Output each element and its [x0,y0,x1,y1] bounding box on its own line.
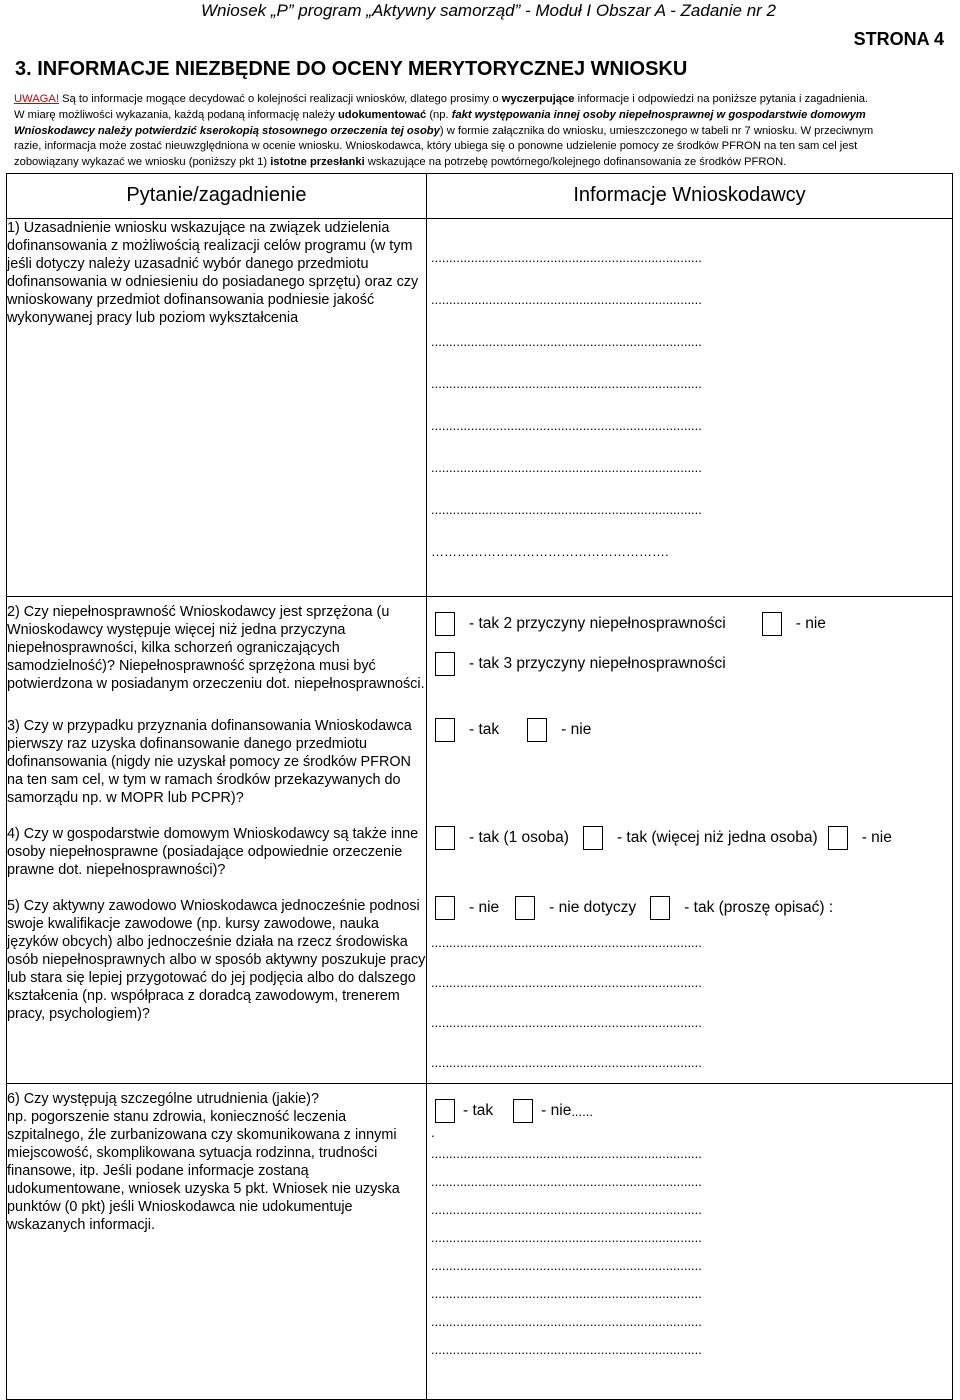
answer-line[interactable]: ........................................................................... [431,502,702,517]
question-1 [7,219,427,597]
intro-bold: istotne przesłanki [270,156,365,169]
answer-line[interactable]: . [431,1126,435,1140]
answer-1[interactable] [427,219,953,597]
option-label: - tak 2 przyczyny niepełnosprawności [469,615,726,632]
section-title: 3. INFORMACJE NIEZBĘDNE DO OCENY MERYTORYCZNEJ WNIOSKU [15,58,688,80]
intro-text: (np. [426,108,452,121]
intro-bold-italic: Wnioskodawcy należy potwierdzić kserokopią stosownego orzeczenia tej osoby [14,124,440,137]
intro-bold-italic: fakt występowania innej osoby niepełnosprawnej w gospodarstwie domowym [451,108,866,121]
option-label: - nie [541,1102,572,1119]
answer-line[interactable]: ........................................................................... [431,460,702,475]
checkbox-a5-nie-dotyczy[interactable] [515,896,535,920]
answer-6 [427,1084,953,1400]
checkbox-a5-nie[interactable] [435,896,455,920]
answer-line[interactable]: ........................................................................... [431,1055,702,1070]
intro-text: zobowiązany wykazać we wniosku (poniższy pkt 1) [14,156,271,169]
question-4-text: 4) Czy w gospodarstwie domowym Wnioskodawcy są także inne osoby niepełnosprawne (posiadające odpowiednie orzeczenie prawne dot. niepełnosprawności)? [7,826,419,878]
answer-3-row [435,715,952,745]
option-label: - nie [469,899,500,916]
answer-line[interactable]: ........................................................................... [431,418,702,433]
checkbox-a4-nie[interactable] [828,826,848,850]
option-label: - tak [463,1102,494,1119]
answer-4-row [435,823,952,853]
checkbox-a3-tak[interactable] [435,718,455,742]
questions-table [6,173,953,1400]
intro-text: ) w formie załącznika do wniosku, umieszczonego w tabeli nr 7 wniosku. W przeciwnym [439,124,874,137]
option-label: - tak (proszę opisać) : [684,899,834,916]
answer-line[interactable]: ........................................................................... [431,1174,702,1189]
intro-text: Są to informacje mogące decydować o kolejności realizacji wniosków, dlatego prosimy o [58,93,502,105]
answer-line[interactable]: ........................................................................... [431,1230,702,1245]
answer-line[interactable]: ........................................................................... [431,975,702,990]
answer-line[interactable]: ………………………………………………. [431,544,669,559]
checkbox-a2-tak3[interactable] [435,652,455,676]
answer-line[interactable]: ........................................................................... [431,1342,702,1357]
answer-line[interactable]: ........................................................................... [431,334,702,349]
answer-2-row-1 [435,609,952,639]
answer-line[interactable]: ........................................................................... [431,1286,702,1301]
checkbox-a5-tak[interactable] [650,896,670,920]
intro-text: W miarę możliwości wykazania, każdą podaną informację należy [14,108,338,121]
answer-6-row [435,1096,952,1126]
question-1-text: 1) Uzasadnienie wniosku wskazujące na związek udzielenia dofinansowania z możliwością realizacji celów programu (w tym jeśli dotyczy należy uzasadnić wybór danego przedmiotu dofinansowania w odniesieniu do posiadanego sprzętu) oraz czy wnioskowany przedmiot dofinansowania podniesie jakość wykonywanej pracy lub poziom wykształcenia [7,220,419,326]
question-3-text: 3) Czy w przypadku przyznania dofinansowania Wnioskodawca pierwszy raz uzyska dofinansowanie danego przedmiotu dofinansowania (nigdy nie uzyskał pomocy ze środków PFRON na ten sam cel, w tym w ramach środków przekazywanych do samorządu np. w MOPR lub PCPR)? [7,718,412,806]
answer-2-row-2 [435,649,952,679]
document-header: Wniosek „P” program „Aktywny samorząd” - Moduł I Obszar A - Zadanie nr 2 [200,1,776,20]
intro-text: wskazujące na potrzebę powtórnego/kolejnego dofinansowania ze środków PFRON. [364,156,787,169]
answer-line[interactable]: ........................................................................... [431,1202,702,1217]
checkbox-a6-nie[interactable] [513,1099,533,1123]
option-label: - nie dotyczy [549,899,637,916]
checkbox-a2-tak2[interactable] [435,612,455,636]
questions-2-5 [7,597,427,1084]
uwaga-label: UWAGA! [14,93,59,105]
answer-line[interactable]: ........................................................................... [431,1015,702,1030]
option-label: - tak 3 przyczyny niepełnosprawności [469,655,726,672]
answers-2-5 [427,597,953,1084]
intro-text: informacje i odpowiedzi na poniższe pytania i zagadnienia. [574,93,869,105]
question-2-text: 2) Czy niepełnosprawność Wnioskodawcy jest sprzężona (u Wnioskodawcy występuje więcej niż jedna przyczyna niepełnosprawności, kilka schorzeń ograniczających samodzielność)? Niepełnosprawność sprzężona musi być potwierdzona w posiadanym orzeczeniu dot. niepełnosprawności. [7,604,425,692]
option-label: - tak (1 osoba) [469,829,569,846]
option-label: - nie [561,721,592,738]
intro-notice [14,92,950,171]
answer-line[interactable]: ........................................................................... [431,1314,702,1329]
answer-line[interactable]: ...... [571,1103,593,1119]
option-label: - nie [795,615,826,632]
answer-line[interactable]: ........................................................................... [431,250,702,265]
answer-line[interactable]: ........................................................................... [431,935,702,950]
column-header-answer: Informacje Wnioskodawcy [427,174,953,219]
intro-text: razie, informacja może zostać nieuwzględniona w ocenie wniosku. Wnioskodawca, który ubiega się o ponowne udzielenie pomocy ze środków PFRON na ten sam cel jest [14,140,858,153]
option-label: - nie [861,829,892,846]
question-6 [7,1084,427,1400]
question-6-text: 6) Czy występują szczególne utrudnienia (jakie)? [7,1091,319,1107]
checkbox-a3-nie[interactable] [527,718,547,742]
intro-bold: wyczerpujące [501,93,575,105]
question-6-detail: np. pogorszenie stanu zdrowia, konieczność leczenia szpitalnego, źle zurbanizowana czy skomunikowana z innymi miejscowość, skomplikowana sytuacja rodzinna, trudności finansowe, itp. Jeśli podane informacje zostaną udokumentowane, wniosek uzyska 5 pkt. Wniosek nie uzyska punktów (0 pkt) jeśli Wnioskodawca nie udokumentuje wskazanych informacji. [7,1109,400,1233]
checkbox-a6-tak[interactable] [435,1099,455,1123]
intro-bold: udokumentować [337,108,427,121]
checkbox-a4-tak1[interactable] [435,826,455,850]
answer-5-row [435,893,952,923]
question-5-text: 5) Czy aktywny zawodowo Wnioskodawca jednocześnie podnosi swoje kwalifikacje zawodowe (np. kursy zawodowe, nauka języków obcych) albo jednocześnie działa na rzecz środowiska osób niepełnosprawnych albo w sposób aktywny poszukuje pracy lub stara się lepiej przygotować do jej podjęcia albo do dalszego kształcenia (np. współpraca z doradcą zawodowym, trenerem pracy, psychologiem)? [7,898,426,1022]
checkbox-a2-nie[interactable] [762,612,782,636]
option-label: - tak [469,721,500,738]
page-label: STRONA 4 [853,29,944,49]
option-label: - tak (więcej niż jedna osoba) [616,829,818,846]
column-header-question: Pytanie/zagadnienie [7,174,427,219]
answer-line[interactable]: ........................................................................... [431,292,702,307]
answer-line[interactable]: ........................................................................... [431,1258,702,1273]
answer-line[interactable]: ........................................................................... [431,1146,702,1161]
checkbox-a4-tak-wiecej[interactable] [583,826,603,850]
answer-line[interactable]: ........................................................................... [431,376,702,391]
